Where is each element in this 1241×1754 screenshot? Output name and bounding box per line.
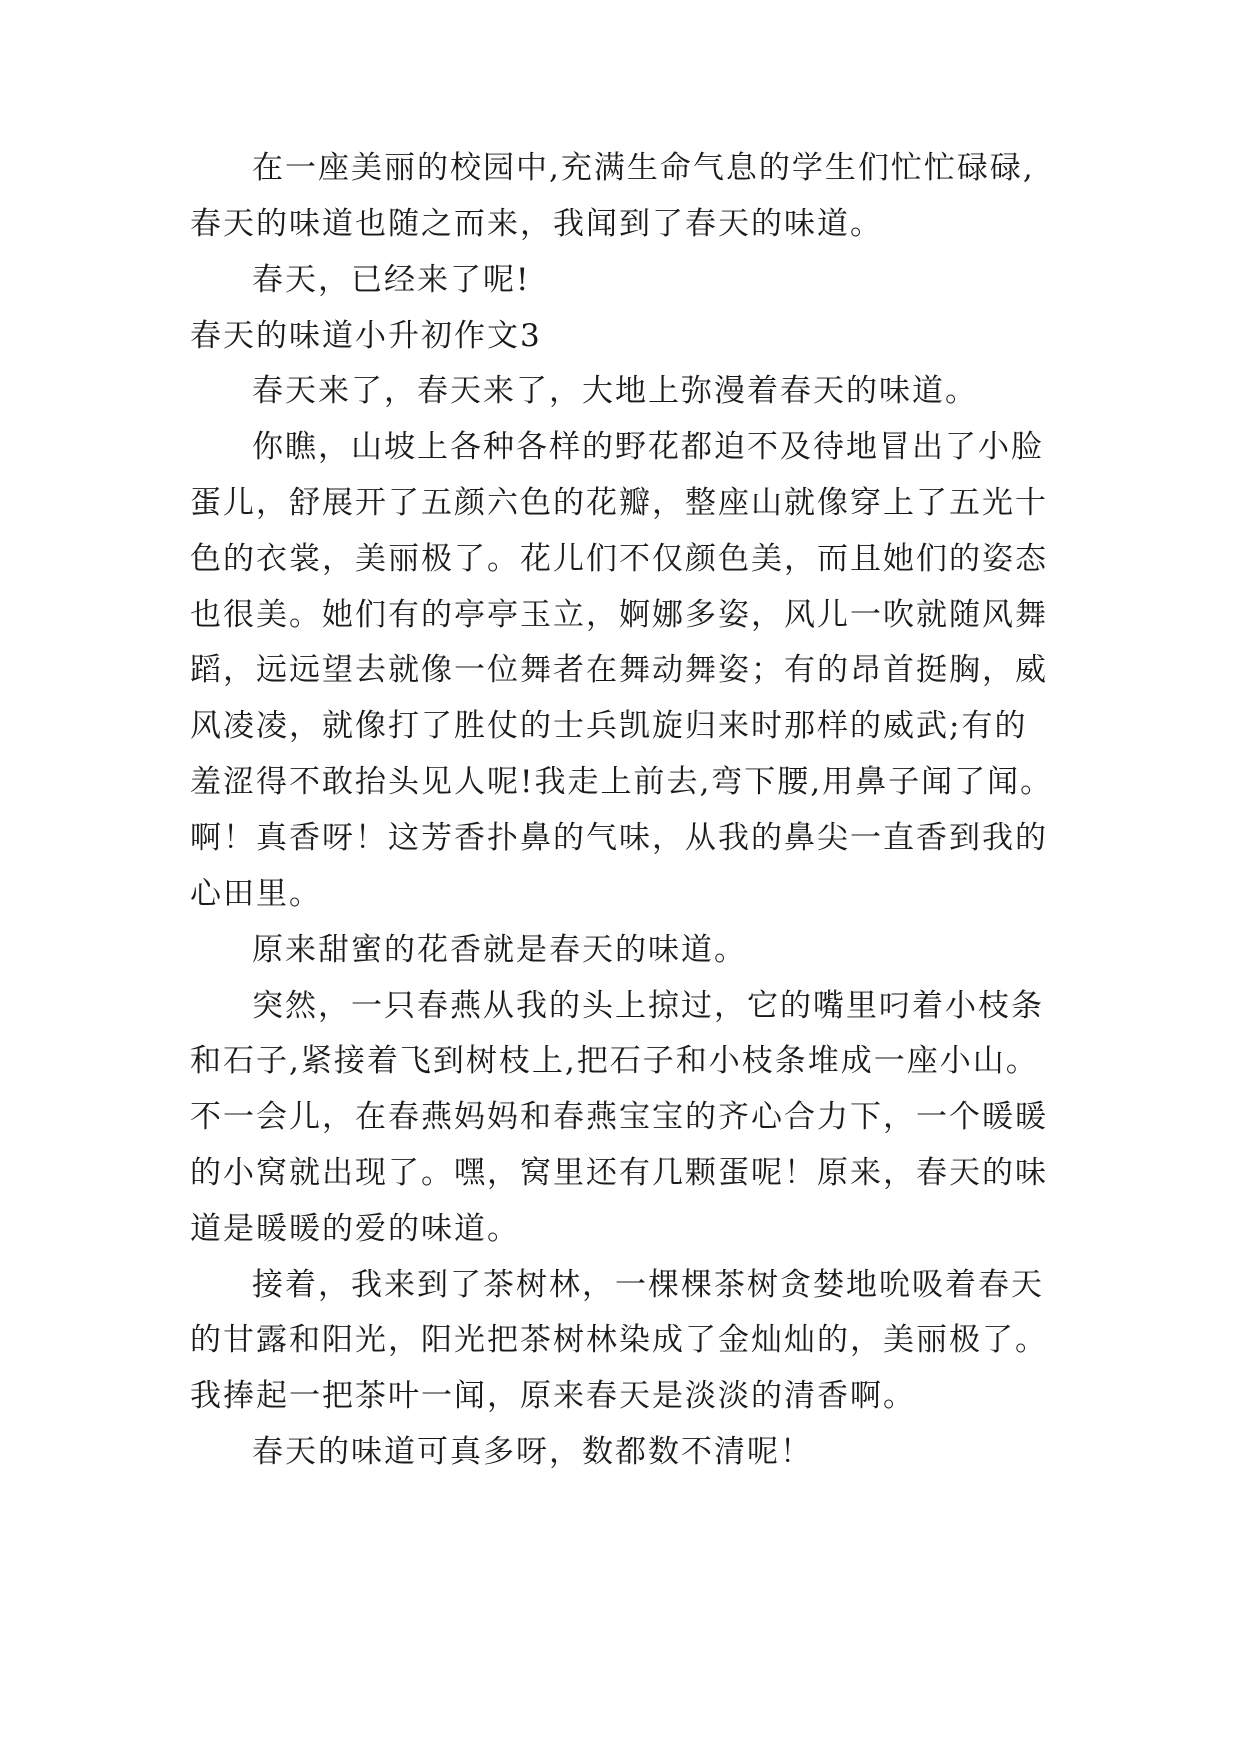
text-line: 也很美。她们有的亭亭玉立，婀娜多姿，风儿一吹就随风舞 [190, 597, 1048, 633]
text-line: 道是暖暖的爱的味道。 [190, 1211, 520, 1247]
text-line: 风凌凌，就像打了胜仗的士兵凯旋归来时那样的威武;有的 [190, 708, 1028, 744]
text-line: 春天，已经来了呢! [252, 262, 531, 298]
text-line: 我捧起一把茶叶一闻，原来春天是淡淡的清香啊。 [190, 1378, 916, 1414]
text-line: 羞涩得不敢抬头见人呢!我走上前去,弯下腰,用鼻子闻了闻。 [190, 764, 1054, 800]
text-line: 原来甜蜜的花香就是春天的味道。 [252, 932, 747, 968]
text-line: 蛋儿，舒展开了五颜六色的花瓣，整座山就像穿上了五光十 [190, 485, 1048, 521]
text-line: 和石子,紧接着飞到树枝上,把石子和小枝条堆成一座小山。 [190, 1043, 1039, 1079]
text-line: 在一座美丽的校园中,充满生命气息的学生们忙忙碌碌, [252, 150, 1035, 186]
text-line: 的甘露和阳光，阳光把茶树林染成了金灿灿的，美丽极了。 [190, 1322, 1048, 1358]
text-line: 春天的味道可真多呀，数都数不清呢！ [252, 1434, 813, 1470]
text-line: 春天来了，春天来了，大地上弥漫着春天的味道。 [252, 373, 978, 409]
text-line: 春天的味道也随之而来，我闻到了春天的味道。 [190, 206, 883, 242]
text-line: 接着，我来到了茶树林，一棵棵茶树贪婪地吮吸着春天 [252, 1267, 1044, 1303]
text-line: 蹈，远远望去就像一位舞者在舞动舞姿；有的昂首挺胸，威 [190, 652, 1048, 688]
text-line: 的小窝就出现了。嘿，窝里还有几颗蛋呢！原来，春天的味 [190, 1155, 1048, 1191]
section-title: 春天的味道小升初作文3 [190, 318, 542, 354]
text-line: 色的衣裳，美丽极了。花儿们不仅颜色美，而且她们的姿态 [190, 541, 1048, 577]
text-line: 不一会儿，在春燕妈妈和春燕宝宝的齐心合力下，一个暖暖 [190, 1099, 1048, 1135]
text-line: 心田里。 [190, 876, 322, 912]
text-line: 你瞧，山坡上各种各样的野花都迫不及待地冒出了小脸 [252, 429, 1044, 465]
text-line: 啊！真香呀！这芳香扑鼻的气味，从我的鼻尖一直香到我的 [190, 820, 1048, 856]
text-line: 突然，一只春燕从我的头上掠过，它的嘴里叼着小枝条 [252, 988, 1044, 1024]
